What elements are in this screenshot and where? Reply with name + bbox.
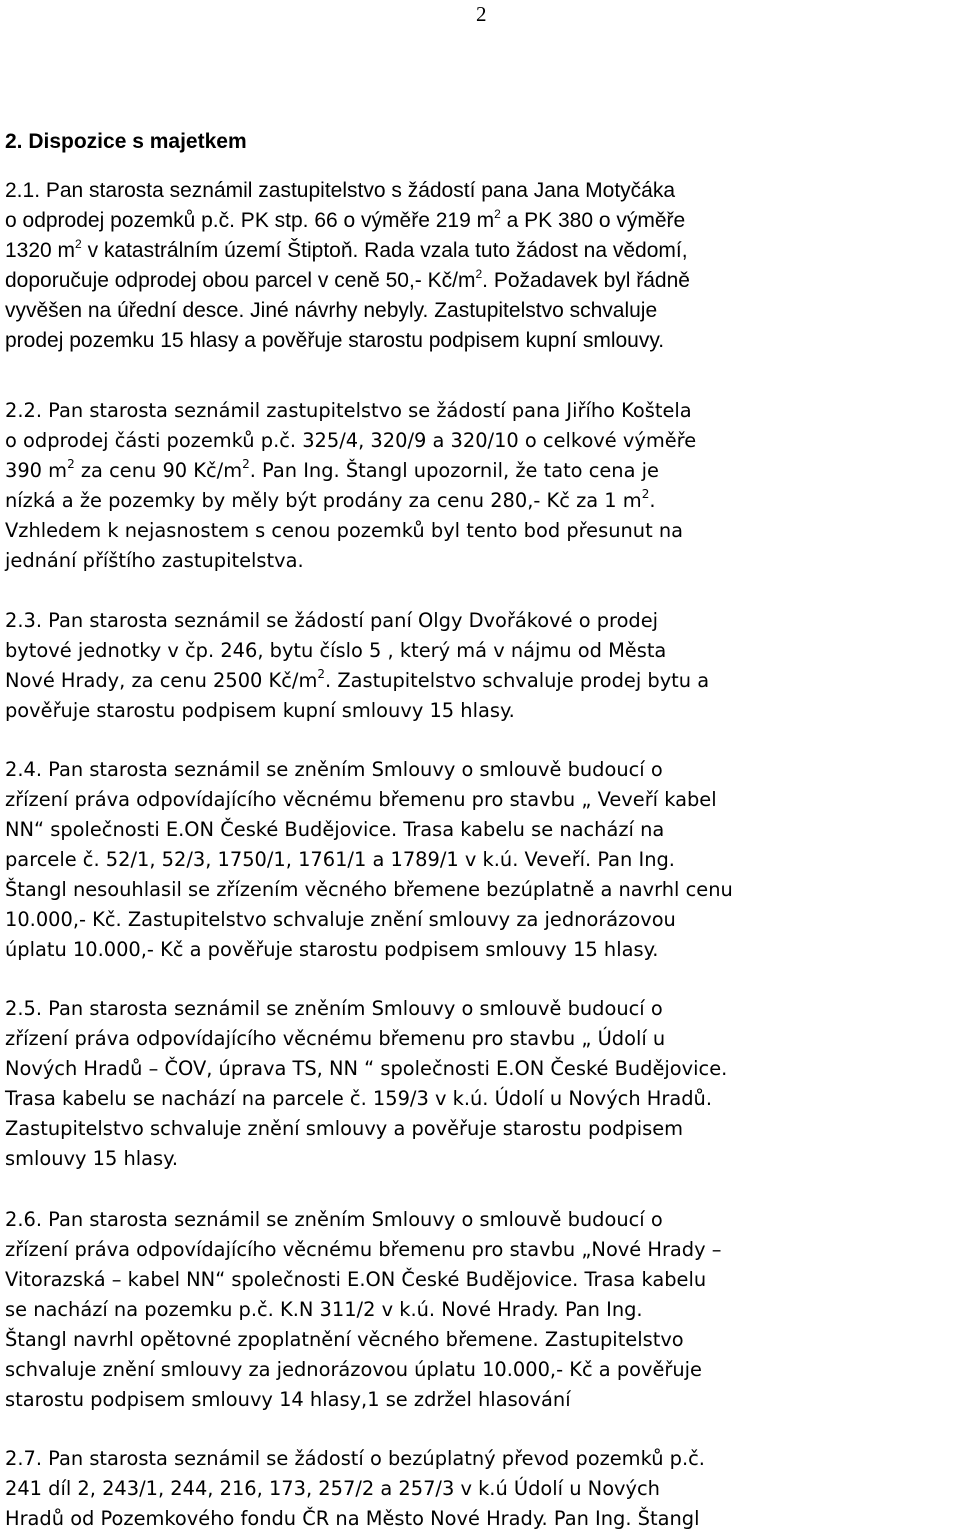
text-segment: Vzhledem k nejasnostem s cenou pozemků byl tento bod přesunut na	[5, 519, 684, 542]
text-segment: Hradů od Pozemkového fondu ČR na Město Nové Hrady. Pan Ing. Štangl	[5, 1507, 700, 1530]
paragraph-2-4	[5, 755, 957, 965]
text-segment: . Pan Ing. Štangl upozornil, že tato cena je	[249, 459, 659, 482]
text-segment: Zastupitelstvo schvaluje znění smlouvy a pověřuje starostu podpisem	[5, 1117, 684, 1140]
paragraph-2-7	[5, 1444, 957, 1534]
superscript: 2	[475, 267, 483, 281]
paragraph-2-3	[5, 606, 957, 726]
text-segment: o odprodej pozemků p.č. PK stp. 66 o výměře 219 m	[5, 209, 495, 232]
text-segment: parcele č. 52/1, 52/3, 1750/1, 1761/1 a 1789/1 v k.ú. Veveří. Pan Ing.	[5, 848, 675, 871]
text-segment: 390 m	[5, 459, 68, 482]
text-line	[5, 456, 957, 486]
text-line	[5, 486, 957, 516]
text-segment: zřízení práva odpovídajícího věcnému břemenu pro stavbu „ Veveří kabel	[5, 788, 717, 811]
text-segment: smlouvy 15 hlasy.	[5, 1147, 179, 1170]
paragraph-2-5	[5, 994, 957, 1174]
text-segment: v katastrálním území Štiptoň. Rada vzala tuto žádost na vědomí,	[81, 239, 688, 262]
paragraph-2-2	[5, 396, 957, 576]
text-line	[5, 1144, 957, 1174]
text-line	[5, 606, 957, 636]
text-line	[5, 1205, 957, 1235]
text-segment: 241 díl 2, 243/1, 244, 216, 173, 257/2 a 257/3 v k.ú Údolí u Nových	[5, 1477, 660, 1500]
text-segment: úplatu 10.000,- Kč a pověřuje starostu podpisem smlouvy 15 hlasy.	[5, 938, 659, 961]
text-segment: doporučuje odprodej obou parcel v ceně 50,- Kč/m	[5, 269, 476, 292]
text-line	[5, 815, 957, 845]
text-segment: 2.7. Pan starosta seznámil se žádostí o bezúplatný převod pozemků p.č.	[5, 1447, 705, 1470]
text-segment: 1320 m	[5, 239, 76, 262]
text-segment: pověřuje starostu podpisem kupní smlouvy 15 hlasy.	[5, 699, 515, 722]
text-segment: . Požadavek byl řádně	[482, 269, 690, 292]
text-segment: Štangl nesouhlasil se zřízením věcného břemene bezúplatně a navrhl cenu	[5, 878, 733, 901]
text-segment: . Zastupitelstvo schvaluje prodej bytu a	[325, 669, 710, 692]
text-line	[5, 666, 957, 696]
text-line	[5, 1295, 957, 1325]
text-line	[5, 1235, 957, 1265]
text-segment: 2.4. Pan starosta seznámil se zněním Smlouvy o smlouvě budoucí o	[5, 758, 663, 781]
text-segment: 2.3. Pan starosta seznámil se žádostí paní Olgy Dvořákové o prodej	[5, 609, 659, 632]
page-number: 2	[476, 2, 487, 26]
text-line	[5, 266, 957, 296]
text-segment: starostu podpisem smlouvy 14 hlasy,1 se zdržel hlasování	[5, 1388, 571, 1411]
text-segment: bytové jednotky v čp. 246, bytu číslo 5 , který má v nájmu od Města	[5, 639, 667, 662]
text-line	[5, 206, 957, 236]
paragraph-2-1	[5, 176, 957, 356]
superscript: 2	[75, 237, 82, 251]
text-line	[5, 845, 957, 875]
text-segment: 2.2. Pan starosta seznámil zastupitelstvo se žádostí pana Jiřího Koštela	[5, 399, 692, 422]
text-line	[5, 1355, 957, 1385]
text-line	[5, 1024, 957, 1054]
text-line	[5, 785, 957, 815]
text-segment: schvaluje znění smlouvy za jednorázovou úplatu 10.000,- Kč a pověřuje	[5, 1358, 702, 1381]
section-heading: 2. Dispozice s majetkem	[5, 130, 247, 153]
text-segment: o odprodej části pozemků p.č. 325/4, 320/9 a 320/10 o celkové výměře	[5, 429, 697, 452]
paragraph-2-6	[5, 1205, 957, 1415]
superscript: 2	[67, 457, 75, 471]
text-segment: Nové Hrady, za cenu 2500 Kč/m	[5, 669, 318, 692]
text-line	[5, 994, 957, 1024]
text-line	[5, 516, 957, 546]
text-segment: jednání příštího zastupitelstva.	[5, 549, 304, 572]
text-line	[5, 1504, 957, 1534]
text-line	[5, 1084, 957, 1114]
text-segment: vyvěšen na úřední desce. Jiné návrhy nebyly. Zastupitelstvo schvaluje	[5, 299, 658, 322]
text-segment: Vitorazská – kabel NN“ společnosti E.ON České Budějovice. Trasa kabelu	[5, 1268, 707, 1291]
text-segment: .	[649, 489, 656, 512]
text-line	[5, 1325, 957, 1355]
text-line	[5, 546, 957, 576]
text-segment: Nových Hradů – ČOV, úprava TS, NN “ společnosti E.ON České Budějovice.	[5, 1057, 728, 1080]
text-line	[5, 1474, 957, 1504]
text-line	[5, 1385, 957, 1415]
text-segment: se nachází na pozemku p.č. K.N 311/2 v k.ú. Nové Hrady. Pan Ing.	[5, 1298, 643, 1321]
text-line	[5, 935, 957, 965]
text-segment: NN“ společnosti E.ON České Budějovice. Trasa kabelu se nachází na	[5, 818, 665, 841]
text-line	[5, 636, 957, 666]
superscript: 2	[317, 667, 325, 681]
text-segment: zřízení práva odpovídajícího věcnému břemenu pro stavbu „Nové Hrady –	[5, 1238, 722, 1261]
text-segment: zřízení práva odpovídajícího věcnému břemenu pro stavbu „ Údolí u	[5, 1027, 666, 1050]
text-segment: a PK 380 o výměře	[500, 209, 686, 232]
text-segment: za cenu 90 Kč/m	[74, 459, 243, 482]
text-line	[5, 875, 957, 905]
text-line	[5, 905, 957, 935]
text-segment: Trasa kabelu se nachází na parcele č. 159/3 v k.ú. Údolí u Nových Hradů.	[5, 1087, 712, 1110]
text-segment: prodej pozemku 15 hlasy a pověřuje starostu podpisem kupní smlouvy.	[5, 329, 665, 352]
text-line	[5, 696, 957, 726]
text-segment: 2.1. Pan starosta seznámil zastupitelstvo s žádostí pana Jana Motyčáka	[5, 179, 676, 202]
text-line	[5, 1444, 957, 1474]
superscript: 2	[494, 207, 501, 221]
text-line	[5, 1054, 957, 1084]
text-line	[5, 396, 957, 426]
text-line	[5, 1114, 957, 1144]
text-segment: nízká a že pozemky by měly být prodány za cenu 280,- Kč za 1 m	[5, 489, 642, 512]
text-line	[5, 426, 957, 456]
superscript: 2	[641, 487, 650, 501]
text-line	[5, 296, 957, 326]
text-line	[5, 176, 957, 206]
text-line	[5, 1265, 957, 1295]
text-line	[5, 326, 957, 356]
superscript: 2	[242, 457, 250, 471]
text-segment: 2.5. Pan starosta seznámil se zněním Smlouvy o smlouvě budoucí o	[5, 997, 663, 1020]
text-segment: 10.000,- Kč. Zastupitelstvo schvaluje znění smlouvy za jednorázovou	[5, 908, 676, 931]
text-line	[5, 236, 957, 266]
text-line	[5, 755, 957, 785]
text-segment: 2.6. Pan starosta seznámil se zněním Smlouvy o smlouvě budoucí o	[5, 1208, 663, 1231]
text-segment: Štangl navrhl opětovné zpoplatnění věcného břemene. Zastupitelstvo	[5, 1328, 684, 1351]
